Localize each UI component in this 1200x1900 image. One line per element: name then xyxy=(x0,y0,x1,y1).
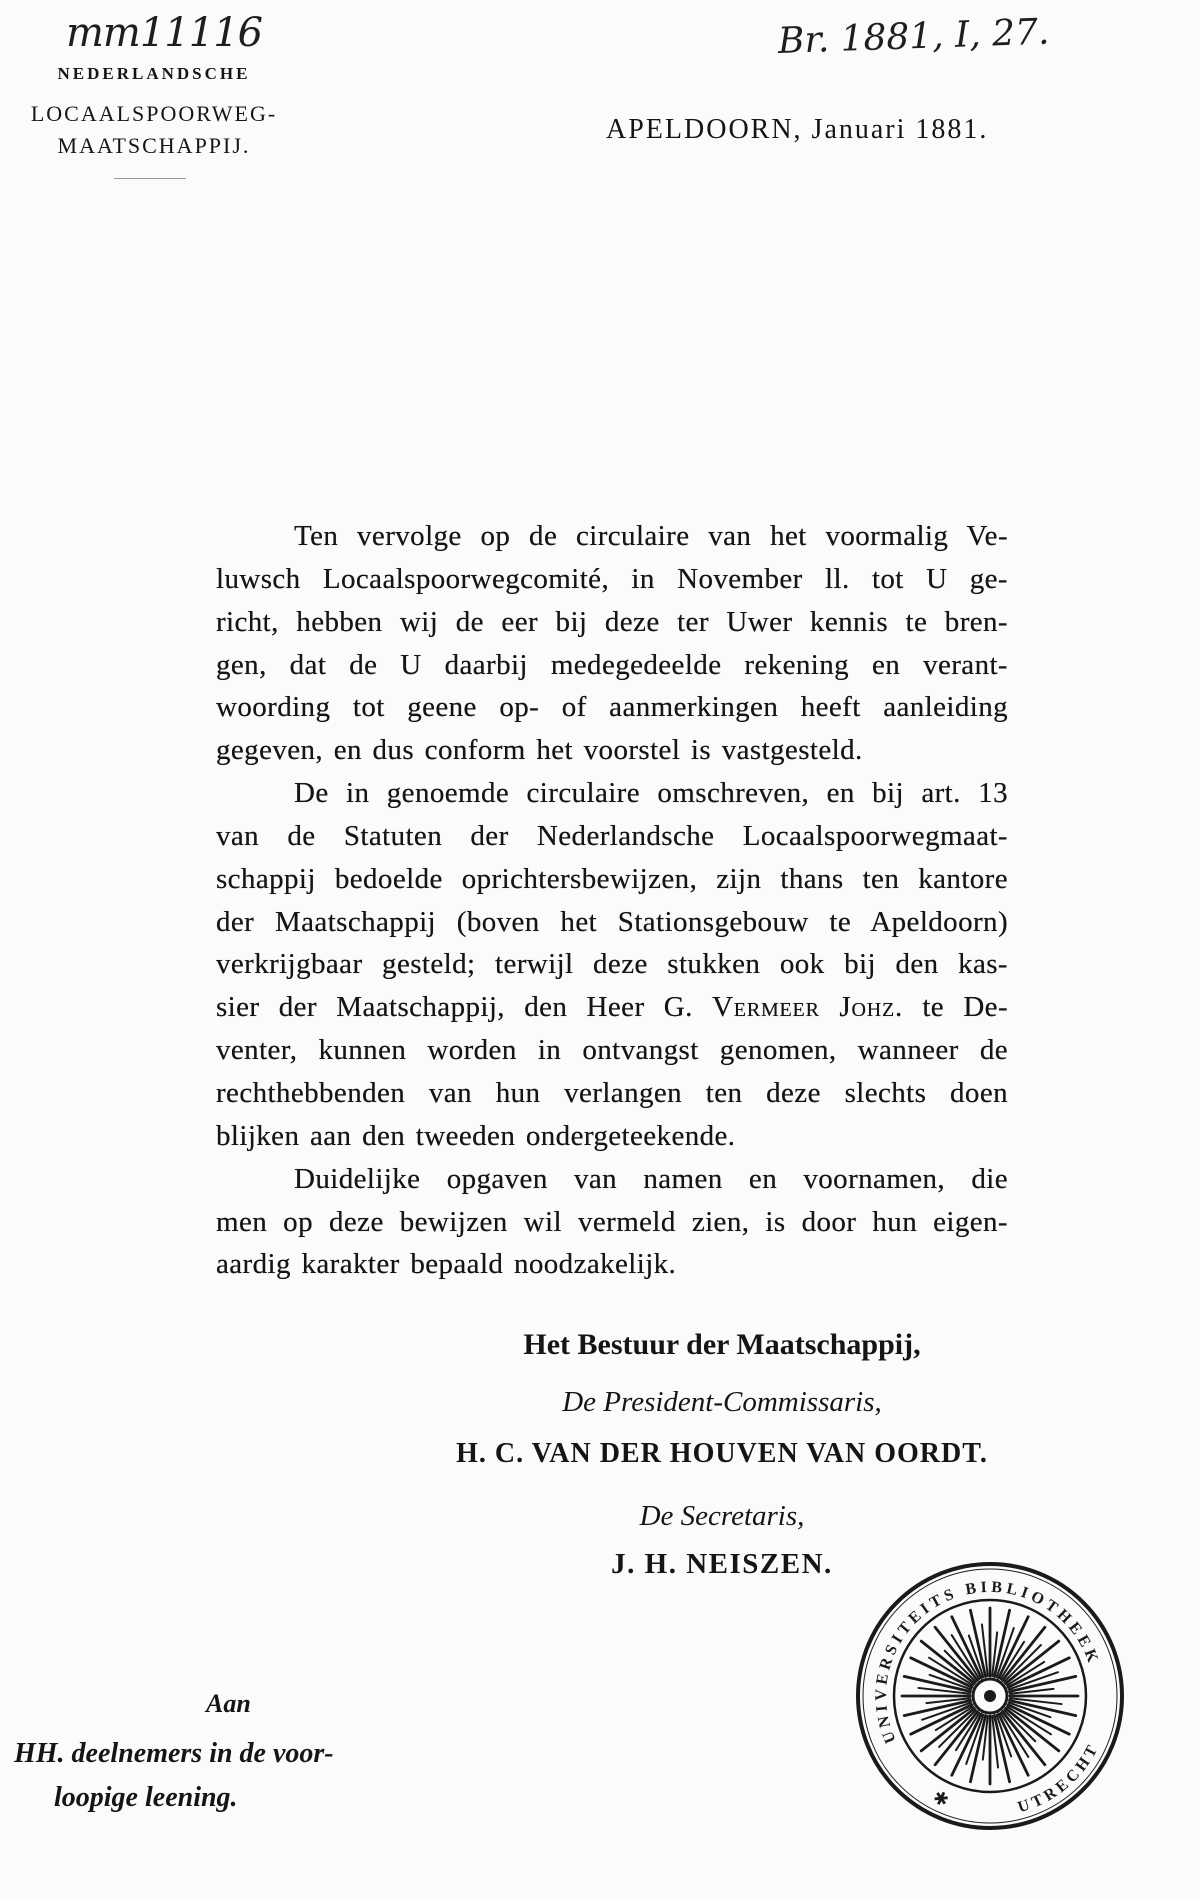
body-line: gegeven, en dus conform het voorstel is vastgesteld. xyxy=(216,734,863,767)
body-line: rechthebbenden van hun verlangen ten deze slechts doen xyxy=(216,1076,1008,1109)
body-line: luwsch Locaalspoorwegcomité, in November ll. tot U ge- xyxy=(216,562,1008,595)
seal-star-glyph: ✱ xyxy=(929,1786,953,1813)
body-line: gen, dat de U daarbij medegedeelde rekening en verant- xyxy=(216,648,1008,681)
addressee-line-1: HH. deelnemers in de voor- xyxy=(14,1738,334,1769)
paragraph-2 xyxy=(216,772,1008,1158)
signature-president-title: De President-Commissaris, xyxy=(562,1386,882,1418)
addressee-line-2: loopige leening. xyxy=(54,1782,238,1813)
body-line: Duidelijke opgaven van namen en voornamen, die xyxy=(294,1162,1008,1195)
body-line-text: te De- xyxy=(903,991,1008,1024)
paragraph-1 xyxy=(216,515,1008,772)
seal-text-universiteits-bibliotheek: UNIVERSITEITS BIBLIOTHEEK xyxy=(872,1578,1103,1746)
body-line: aardig karakter bepaald noodzakelijk. xyxy=(216,1248,677,1281)
seal-star-icon xyxy=(929,1787,952,1812)
body-line xyxy=(216,986,1008,1029)
body-line-text: sier der Maatschappij, den Heer G. xyxy=(216,991,713,1024)
body-line: blijken aan den tweeden ondergeteekende. xyxy=(216,1119,736,1152)
body-line: schappij bedoelde oprichtersbewijzen, zijn thans ten kantore xyxy=(216,862,1008,895)
body-line: woording tot geene op- of aanmerkingen heeft aanleiding xyxy=(216,691,1008,724)
seal-text-utrecht: UTRECHT xyxy=(1015,1739,1103,1817)
letterhead-divider xyxy=(114,178,186,179)
seal-hub-center xyxy=(984,1690,996,1702)
body-line: men op deze bewijzen wil vermeld zien, is door hun eigen- xyxy=(216,1205,1008,1238)
body-line: der Maatschappij (boven het Stationsgebouw te Apeldoorn) xyxy=(216,905,1008,938)
signature-president-name: H. C. VAN DER HOUVEN VAN OORDT. xyxy=(456,1438,988,1469)
signature-secretary-name: J. H. NEISZEN. xyxy=(611,1548,833,1580)
body-line: venter, kunnen worden in ontvangst genomen, wanneer de xyxy=(216,1034,1008,1067)
paragraph-3 xyxy=(216,1158,1008,1287)
library-seal-stamp xyxy=(850,1556,1130,1836)
body-line: richt, hebben wij de eer bij deze ter Uwer kennis te bren- xyxy=(216,605,1008,638)
signature-secretary-title: De Secretaris, xyxy=(639,1500,805,1532)
body-line: De in genoemde circulaire omschreven, en bij art. 13 xyxy=(294,777,1008,810)
body-line: verkrijgbaar gesteld; terwijl deze stukken ook bij den kas- xyxy=(216,948,1008,981)
cashier-name: Vermeer Johz. xyxy=(712,991,904,1024)
letterhead-line-1: NEDERLANDSCHE xyxy=(57,64,251,83)
archive-number-handwritten: mm11116 xyxy=(66,10,263,56)
body-line: Ten vervolge op de circulaire van het voormalig Ve- xyxy=(294,520,1008,552)
letterhead-line-3: MAATSCHAPPIJ. xyxy=(57,133,251,158)
addressee-to: Aan xyxy=(206,1689,251,1718)
dateline: APELDOORN, Januari 1881. xyxy=(606,114,989,145)
letterhead-line-2: LOCAALSPOORWEG- xyxy=(30,101,278,126)
body-line: van de Statuten der Nederlandsche Locaalspoorwegmaat- xyxy=(216,819,1008,852)
letter-body xyxy=(216,515,1008,1286)
signature-board: Het Bestuur der Maatschappij, xyxy=(523,1328,921,1361)
archive-reference-handwritten: Br. 1881, I, 27. xyxy=(777,11,1051,62)
